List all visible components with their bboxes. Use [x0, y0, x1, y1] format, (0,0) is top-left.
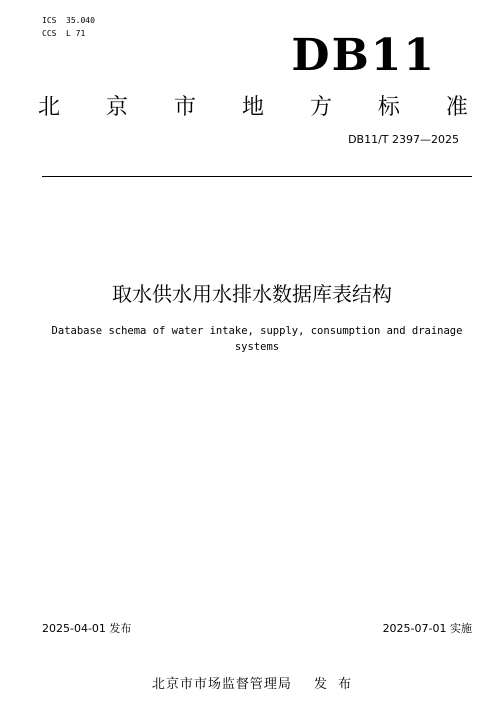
standard-number: DB11/T 2397—2025: [348, 133, 459, 146]
issuer-name: 北京市市场监督管理局: [151, 677, 292, 692]
standard-type-char: 标: [377, 95, 400, 120]
issue-word: 发 布: [313, 677, 353, 692]
implementation-date: 2025-07-01 实施: [382, 622, 472, 635]
document-title-en: Database schema of water intake, supply, consumption and drainage systems: [51, 325, 463, 353]
ics-label: ICS: [42, 16, 57, 25]
standard-type-char: 地: [241, 95, 264, 120]
standard-type-char: 市: [173, 95, 196, 120]
document-title-zh: 取水供水用水排水数据库表结构: [112, 282, 392, 306]
standard-type-char: 准: [445, 95, 468, 120]
ics-code: [42, 16, 95, 26]
ccs-label: CCS: [42, 29, 57, 38]
standard-type-char: 京: [105, 95, 128, 120]
issuer-line: [0, 673, 504, 692]
release-date: 2025-04-01 发布: [42, 622, 132, 635]
standard-type-char: 方: [309, 95, 332, 120]
header-divider: [42, 176, 472, 177]
ics-value: 35.040: [66, 16, 95, 25]
standard-type: [38, 90, 468, 121]
ccs-code: [42, 29, 85, 39]
standard-logo: DB11: [291, 30, 436, 81]
ccs-value: L 71: [66, 29, 86, 38]
standard-type-char: 北: [38, 95, 61, 120]
